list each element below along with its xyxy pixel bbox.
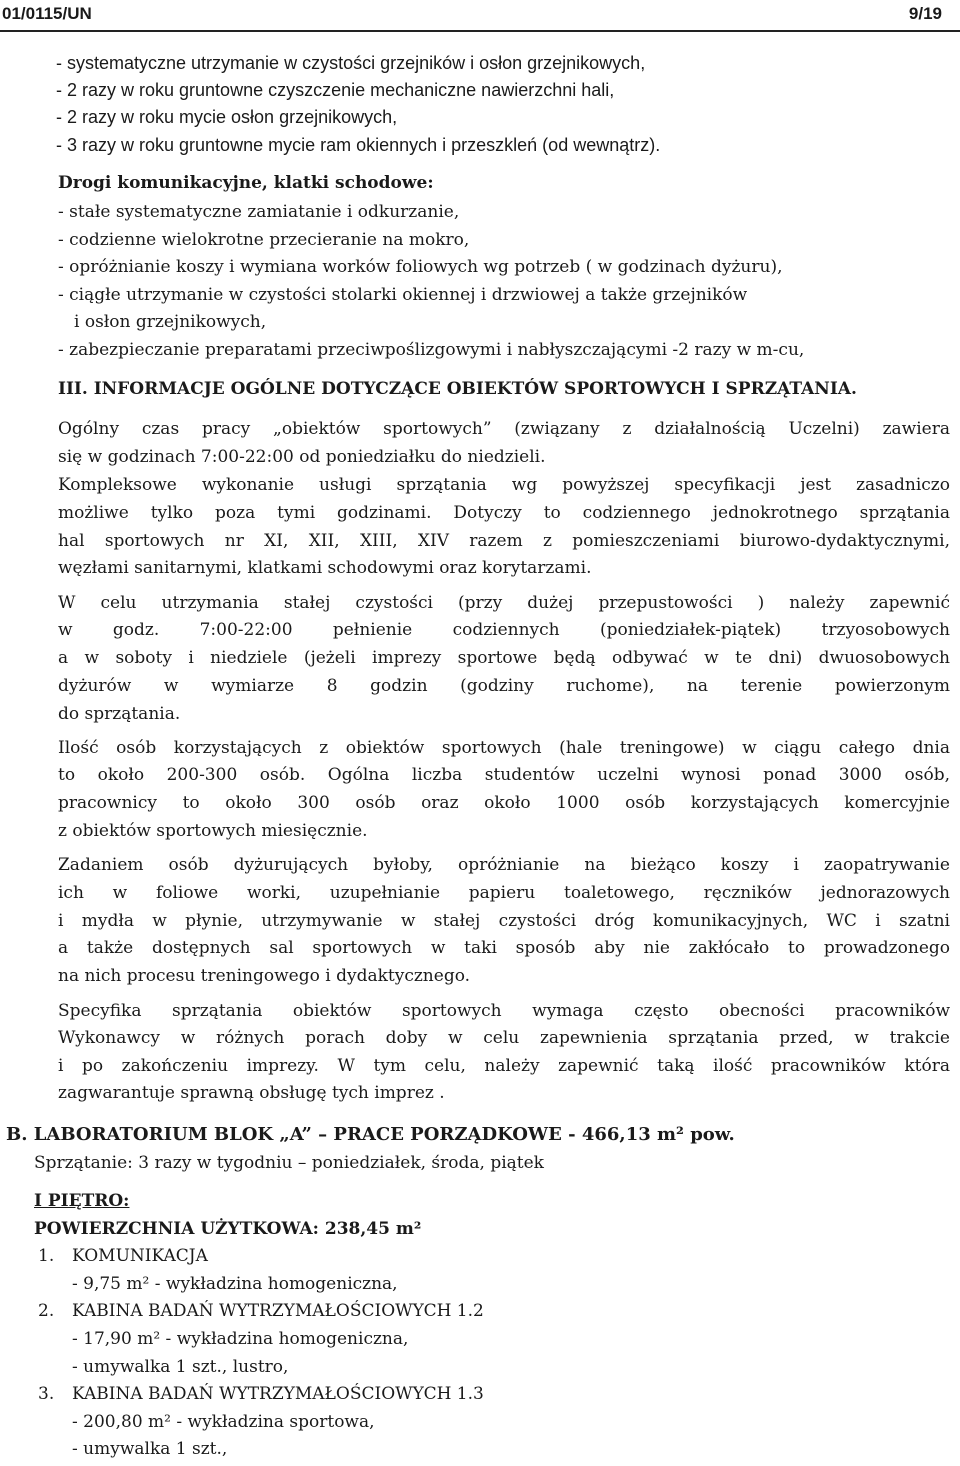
list-item: - opróżnianie koszy i wymiana worków foliowych wg potrzeb ( w godzinach dyżuru), [58,257,783,277]
list-item: - 2 razy w roku mycie osłon grzejnikowych, [56,107,398,127]
room-number: 1. [38,1246,55,1266]
paragraph-line: i mydła w płynie, utrzymywanie w stałej czystości dróg komunikacyjnych, WC i szatni [58,911,950,931]
paragraph-line: pracownicy to około 300 osób oraz około 1000 osób korzystających komercyjnie [58,793,950,813]
list-item: i osłon grzejnikowych, [74,312,267,332]
section-title: III. INFORMACJE OGÓLNE DOTYCZĄCE OBIEKTÓW SPORTOWYCH I SPRZĄTANIA. [58,379,857,399]
paragraph-line: dyżurów w wymiarze 8 godzin (godziny ruchome), na terenie powierzonym [58,676,950,696]
paragraph-line: Zadaniem osób dyżurujących byłoby, opróżnianie na bieżąco koszy i zaopatrywanie [58,855,950,875]
paragraph-line: Ilość osób korzystających z obiektów sportowych (hale treningowe) w ciągu całego dnia [58,738,950,758]
paragraph-line: to około 200-300 osób. Ogólna liczba studentów uczelni wynosi ponad 3000 osób, [58,765,950,785]
list-item: - 3 razy w roku gruntowne mycie ram okiennych i przeszkleń (od wewnątrz). [56,135,661,155]
paragraph-line: Specyfika sprzątania obiektów sportowych wymaga często obecności pracowników [58,1001,950,1021]
room-detail: - 9,75 m² - wykładzina homogeniczna, [72,1274,398,1294]
page-number: 9/19 [908,4,942,23]
room-number: 2. [38,1301,55,1321]
floor-heading: I PIĘTRO: [34,1191,130,1211]
paragraph-line: Wykonawcy w różnych porach doby w celu zapewnienia sprzątania przed, w trakcie [58,1028,950,1048]
document-id: 01/0115/UN [2,4,92,23]
room-name: KOMUNIKACJA [72,1246,208,1266]
room-detail: - umywalka 1 szt., lustro, [72,1357,289,1377]
paragraph-line: a także dostępnych sal sportowych w taki sposób aby nie zakłócało to prowadzonego [58,938,950,958]
paragraph-line: W celu utrzymania stałej czystości (przy dużej przepustowości ) należy zapewnić [58,593,950,613]
paragraph-line: Ogólny czas pracy „obiektów sportowych” (związany z działalnością Uczelni) zawiera [58,419,950,439]
list-item: - zabezpieczanie preparatami przeciwpoślizgowymi i nabłyszczającymi -2 razy w m-cu, [58,340,805,360]
section-title: B. LABORATORIUM BLOK „A” – PRACE PORZĄDKOWE - 466,13 m² pow. [6,1124,735,1145]
paragraph-line: możliwe tylko poza tymi godzinami. Dotyczy to codziennego jednokrotnego sprzątania [58,503,950,523]
paragraph-line: z obiektów sportowych miesięcznie. [58,821,368,841]
schedule-text: Sprzątanie: 3 razy w tygodniu – poniedziałek, środa, piątek [34,1153,544,1173]
paragraph-line: hal sportowych nr XI, XII, XIII, XIV razem z pomieszczeniami biurowo-dydaktycznymi, [58,531,950,551]
room-detail: - 17,90 m² - wykładzina homogeniczna, [72,1329,409,1349]
paragraph-line: Kompleksowe wykonanie usługi sprzątania wg powyższej specyfikacji jest zasadniczo [58,475,950,495]
room-name: KABINA BADAŃ WYTRZYMAŁOŚCIOWYCH 1.2 [72,1301,484,1321]
list-item: - ciągłe utrzymanie w czystości stolarki okiennej i drzwiowej a także grzejników [58,285,748,305]
page-header [0,0,960,32]
room-detail: - umywalka 1 szt., [72,1439,228,1459]
list-item: - systematyczne utrzymanie w czystości grzejników i osłon grzejnikowych, [56,53,646,73]
paragraph-line: na nich procesu treningowego i dydaktycznego. [58,966,471,986]
list-item: - 2 razy w roku gruntowne czyszczenie mechaniczne nawierzchni hali, [56,80,615,100]
paragraph-line: a w soboty i niedziele (jeżeli imprezy sportowe będą odbywać w te dni) dwuosobowych [58,648,950,668]
paragraph-line: zagwarantuje sprawną obsługę tych imprez . [58,1083,445,1103]
paragraph-line: węzłami sanitarnymi, klatkami schodowymi oraz korytarzami. [58,558,592,578]
room-number: 3. [38,1384,55,1404]
paragraph-line: do sprzątania. [58,704,181,724]
list-item: - stałe systematyczne zamiatanie i odkurzanie, [58,202,460,222]
list-item: - codzienne wielokrotne przecieranie na mokro, [58,230,470,250]
room-detail: - 200,80 m² - wykładzina sportowa, [72,1412,375,1432]
area-heading: POWIERZCHNIA UŻYTKOWA: 238,45 m² [34,1219,422,1239]
paragraph-line: się w godzinach 7:00-22:00 od poniedziałku do niedzieli. [58,447,546,467]
room-name: KABINA BADAŃ WYTRZYMAŁOŚCIOWYCH 1.3 [72,1384,484,1404]
paragraph-line: ich w foliowe worki, uzupełnianie papieru toaletowego, ręczników jednorazowych [58,883,950,903]
section-heading: Drogi komunikacyjne, klatki schodowe: [58,173,434,193]
paragraph-line: w godz. 7:00-22:00 pełnienie codziennych (poniedziałek-piątek) trzyosobowych [58,620,950,640]
paragraph-line: i po zakończeniu imprezy. W tym celu, należy zapewnić taką ilość pracowników która [58,1056,950,1076]
